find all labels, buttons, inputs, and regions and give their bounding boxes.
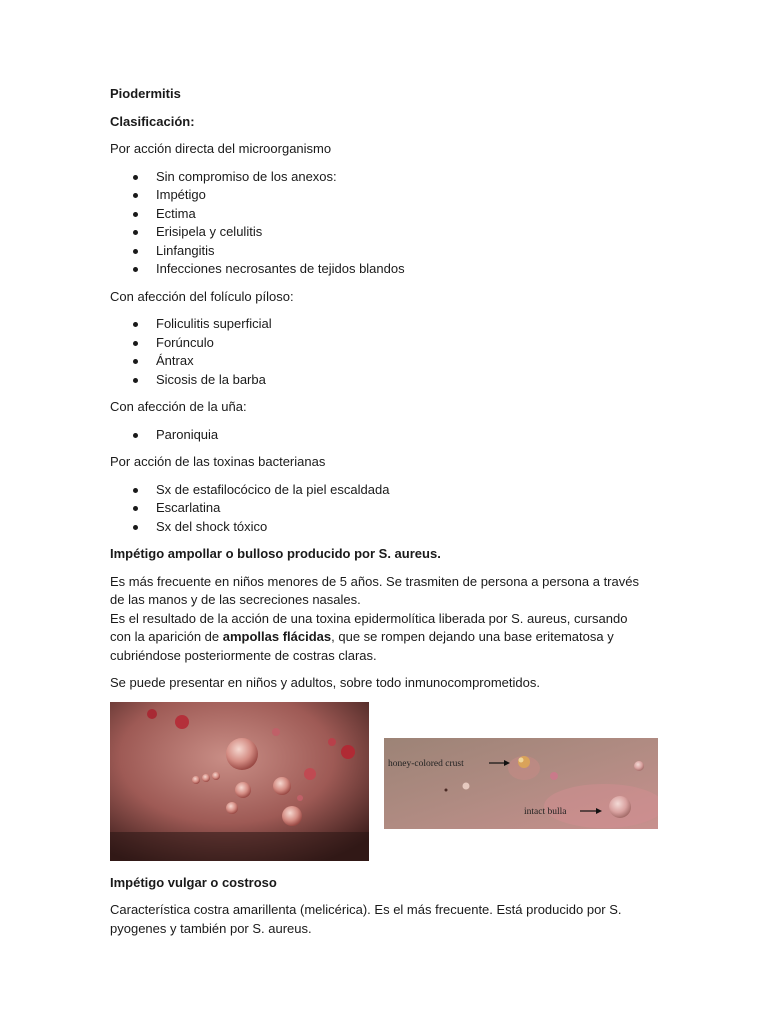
vulgar-line: Característica costra amarillenta (melicérica). Es el más frecuente. Está producido por S. [110, 902, 622, 917]
bulloso-bold-term: ampollas flácidas [222, 629, 332, 644]
list-item: Impétigo [110, 186, 662, 205]
bulla-label: intact bulla [524, 806, 567, 817]
section1-list [110, 168, 662, 279]
vulgar-heading: Impétigo vulgar o costroso [110, 874, 277, 890]
vulgar-paragraph [110, 901, 662, 938]
list-item: Forúnculo [110, 334, 662, 353]
crust-label: honey-colored crust [388, 758, 464, 769]
list-item: Infecciones necrosantes de tejidos blandos [110, 260, 662, 279]
figure-row [110, 702, 662, 862]
list-item: Paroniquia [110, 426, 662, 445]
list-item: Sicosis de la barba [110, 371, 662, 390]
list-item: Sin compromiso de los anexos: [110, 168, 662, 187]
list-item: Erisipela y celulitis [110, 223, 662, 242]
bulloso-paragraph-2: Se puede presentar en niños y adultos, sobre todo inmunocomprometidos. [110, 675, 540, 690]
section4-list [110, 481, 662, 537]
bulloso-line: de las manos y de las secreciones nasales. [110, 592, 361, 607]
impetigo-labeled-photo [384, 738, 658, 829]
list-item: Sx del shock tóxico [110, 518, 662, 537]
list-item: Sx de estafilocócico de la piel escaldada [110, 481, 662, 500]
document-content [110, 85, 662, 938]
section2-heading: Con afección del folículo píloso: [110, 288, 294, 304]
bullous-impetigo-photo [110, 702, 369, 861]
bulloso-line: Es el resultado de la acción de una toxina epidermolítica liberada por S. aureus, cursando [110, 610, 628, 626]
list-item: Foliculitis superficial [110, 315, 662, 334]
bulloso-heading: Impétigo ampollar o bulloso producido por S. aureus. [110, 546, 441, 561]
bulloso-paragraph [110, 573, 662, 666]
list-item: Escarlatina [110, 499, 662, 518]
section2-list [110, 315, 662, 389]
bulloso-line: , que se rompen dejando una base eritematosa y [331, 629, 614, 644]
section3-heading: Con afección de la uña: [110, 399, 247, 414]
list-item: Linfangitis [110, 242, 662, 261]
doc-title: Piodermitis [110, 86, 181, 101]
list-item: Ectima [110, 205, 662, 224]
section1-heading: Por acción directa del microorganismo [110, 141, 332, 156]
bulloso-line: cubriéndose posteriormente de costras claras. [110, 647, 377, 663]
section4-heading: Por acción de las toxinas bacterianas [110, 454, 326, 469]
classification-heading: Clasificación: [110, 113, 195, 129]
vulgar-line: pyogenes y también por S. aureus. [110, 920, 312, 936]
list-item: Ántrax [110, 352, 662, 371]
bulloso-line: Es más frecuente en niños menores de 5 años. Se trasmiten de persona a persona a través [110, 573, 639, 589]
section3-list [110, 426, 662, 445]
bulloso-line: con la aparición de [110, 629, 223, 644]
